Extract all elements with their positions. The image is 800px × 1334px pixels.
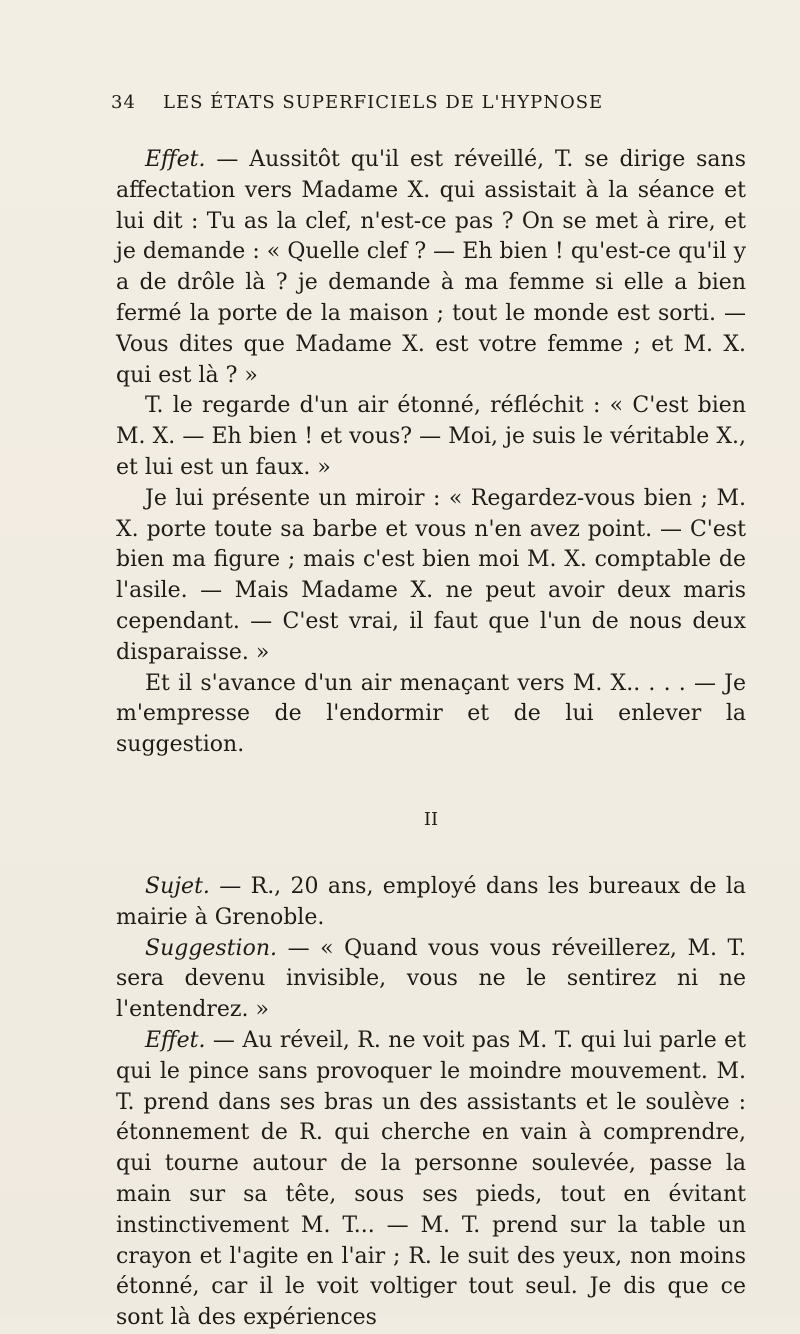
subject-text: — R., 20 ans, employé dans les bureaux de la mairie à Grenoble. [116,873,746,930]
running-head [111,92,731,122]
suggestion-label: Suggestion. [145,935,277,961]
section-number: II [423,808,439,830]
effect-text-first: — Aussitôt qu'il est réveillé, T. se dirige sans affectation vers Madame X. qui assistait à la séance et lui dit : Tu as la clef, n'est-ce pas ? On se met à rire, et je demande : « Quelle clef ? — Eh bien ! qu'est-ce qu'il y a de drôle là ? je demande à ma femme si elle a bien fermé la porte de la maison ; tout le monde est sorti. — Vous dites que Madame X. est votre femme ; et M. X. qui est là ? » [116,147,746,388]
page-body [116,145,746,1334]
effect-label-second: Effet. [145,1027,206,1053]
paragraph-subject [116,872,746,934]
effect-text-second: — Au réveil, R. ne voit pas M. T. qui lui parle et qui le pince sans provoquer le moindre mouvement. M. T. prend dans ses bras un des assistants et le soulève : étonnement de R. qui cherche en vain à comprendre, qui tourne autour de la personne soulevée, passe la main sur sa tête, sous ses pieds, tout en évitant instinctivement M. T... — M. T. prend sur la table un crayon et l'agite en l'air ; R. le suit des yeux, non moins étonné, car il le voit voltiger tout seul. Je dis que ce sont là des expériences [116,1027,746,1331]
suggestion-text: — « Quand vous vous réveillerez, M. T. sera devenu invisible, vous ne le sentirez ni ne l'entendrez. » [116,935,746,1023]
subject-label: Sujet. [145,873,210,899]
paragraph-effect-second [116,1026,746,1334]
paragraph-effect-first [116,145,746,391]
chapter-title: LES ÉTATS SUPERFICIELS DE L'HYPNOSE [163,92,604,113]
page-number: 34 [111,92,136,113]
paragraph-suggestion-removal: Et il s'avance d'un air menaçant vers M. X.. . . . — Je m'empresse de l'endormir et de lui enlever la suggestion. [116,670,746,758]
paragraph-reflection: T. le regarde d'un air étonné, réfléchit : « C'est bien M. X. — Eh bien ! et vous? — Moi, je suis le véritable X., et lui est un faux. » [116,393,746,480]
paragraph-mirror: Je lui présente un miroir : « Regardez-vous bien ; M. X. porte toute sa barbe et vous n'en avez point. — C'est bien ma figure ; mais c'est bien moi M. X. comptable de l'asile. — Mais Madame X. ne peut avoir deux maris cependant. — C'est vrai, il faut que l'un de nous deux disparaisse. » [116,485,746,665]
paragraph-suggestion [116,934,746,1026]
effect-label-first: Effet. [145,147,206,172]
